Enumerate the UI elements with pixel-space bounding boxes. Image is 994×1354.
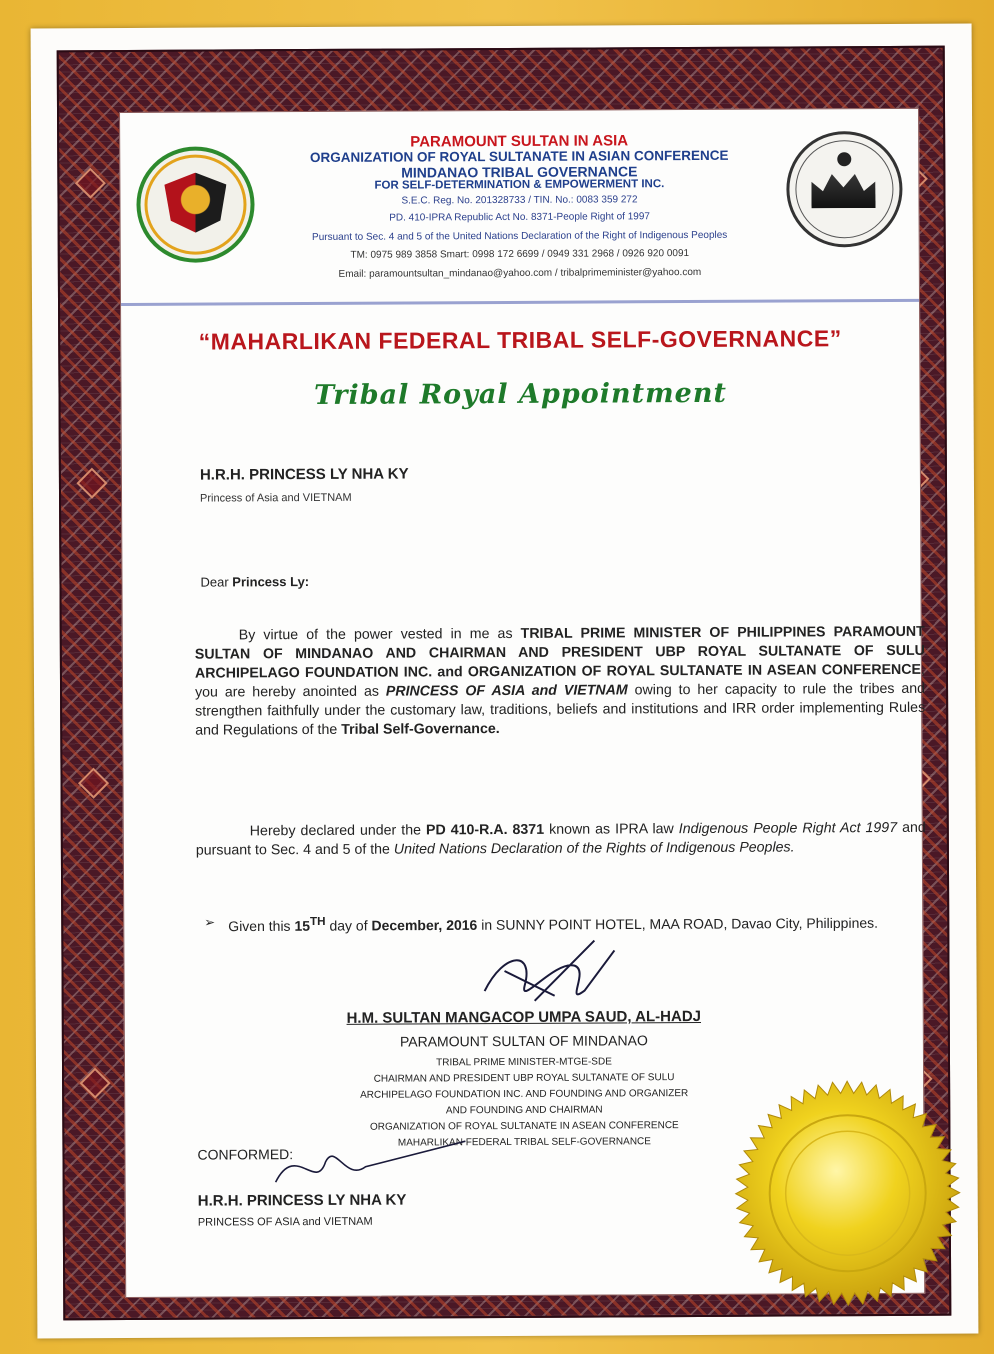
border-motif xyxy=(75,168,106,199)
signatory-title: PARAMOUNT SULTAN OF MINDANAO xyxy=(399,1032,648,1050)
signatory-role-line: ORGANIZATION OF ROYAL SULTANATE IN ASEAN CONFERENCE xyxy=(369,1120,679,1133)
org-name-line: PARAMOUNT SULTAN IN ASIA xyxy=(410,132,629,151)
given-day: 15 xyxy=(294,917,311,934)
text-span: owing to her capacity to rule the tribes and strengthen faithfully under the customary law, traditions, beliefs and institutions and IRR order implementing Rules and Regulations of the xyxy=(195,680,926,739)
day-suffix: TH xyxy=(309,914,326,929)
border-motif xyxy=(80,1068,111,1099)
salutation-name: Princess Ly: xyxy=(232,574,310,590)
governance-term: Tribal Self-Governance. xyxy=(341,721,500,738)
un-declaration-name: United Nations Declaration of the Rights of Indigenous Peoples. xyxy=(393,839,795,858)
law-reference: PD 410-R.A. 8371 xyxy=(425,821,545,839)
org-governance-line: MINDANAO TRIBAL GOVERNANCE xyxy=(401,163,638,181)
text-span: day of xyxy=(325,917,372,934)
signatory-role-line: TRIBAL PRIME MINISTER-MTGE-SDE xyxy=(436,1056,612,1069)
letterhead xyxy=(120,109,919,306)
document-subtitle: Tribal Royal Appointment xyxy=(313,377,727,411)
border-motif xyxy=(76,468,107,499)
border-motif xyxy=(78,768,109,799)
signatory-role-line: MAHARLIKAN FEDERAL TRIBAL SELF-GOVERNANCE xyxy=(397,1136,651,1149)
document-title: “MAHARLIKAN FEDERAL TRIBAL SELF-GOVERNANCE” xyxy=(198,325,842,355)
act-name: Indigenous People Right Act 1997 xyxy=(678,819,898,838)
signatory-role-line: CHAIRMAN AND PRESIDENT UBP ROYAL SULTANATE OF SULU xyxy=(373,1072,675,1085)
certificate-paper xyxy=(31,24,979,1339)
signatory-role-line: AND FOUNDING AND CHAIRMAN xyxy=(445,1104,603,1117)
salutation-prefix: Dear xyxy=(200,574,233,590)
gold-foil-seal-icon xyxy=(733,1079,962,1308)
text-span: in SUNNY POINT HOTEL, MAA ROAD, Davao City, Philippines. xyxy=(477,914,879,933)
text-span: , you are hereby anointed as xyxy=(195,661,925,701)
org-mission-line: FOR SELF-DETERMINATION & EMPOWERMENT INC. xyxy=(374,178,665,192)
certificate-body xyxy=(119,108,925,1298)
email-line: Email: paramountsultan_mindanao@yahoo.com / tribalprimeminister@yahoo.com xyxy=(338,266,702,280)
given-date: December, 2016 xyxy=(371,916,478,934)
conformed-name: H.R.H. PRINCESS LY NHA KY xyxy=(197,1191,407,1210)
text-span: Given this xyxy=(228,917,295,935)
law-reference-line: PD. 410-IPRA Republic Act No. 8371-People Right of 1997 xyxy=(389,211,650,224)
conformed-label: CONFORMED: xyxy=(197,1146,294,1163)
text-span: Hereby declared under the xyxy=(249,822,427,840)
org-conference-line: ORGANIZATION OF ROYAL SULTANATE IN ASIAN CONFERENCE xyxy=(309,147,729,166)
text-span: known as IPRA law xyxy=(544,821,679,838)
text-span: and pursuant to Sec. 4 and 5 of the xyxy=(195,819,926,859)
recipient-name: H.R.H. PRINCESS LY NHA KY xyxy=(199,465,409,484)
un-declaration-line: Pursuant to Sec. 4 and 5 of the United Nations Declaration of the Right of Indigenous Peoples xyxy=(312,229,728,244)
decorative-border xyxy=(57,46,952,1321)
arrow-bullet-icon: ➢ xyxy=(204,914,216,930)
recipient-title: Princess of Asia and VIETNAM xyxy=(200,491,352,505)
appointed-title: PRINCESS OF ASIA and VIETNAM xyxy=(385,682,628,700)
signatory-name: H.M. SULTAN MANGACOP UMPA SAUD, AL-HADJ xyxy=(346,1007,702,1027)
salutation xyxy=(200,574,309,590)
conformed-title: PRINCESS OF ASIA and VIETNAM xyxy=(197,1215,373,1229)
appointment-paragraph xyxy=(195,623,926,741)
text-span: By virtue of the power vested in me as xyxy=(238,625,521,644)
signatory-role-line: ARCHIPELAGO FOUNDATION INC. AND FOUNDING AND ORGANIZER xyxy=(360,1088,689,1101)
declaration-paragraph xyxy=(196,819,926,861)
registration-line: S.E.C. Reg. No. 201328733 / TIN. No.: 0083 359 272 xyxy=(401,194,638,207)
phone-line: TM: 0975 989 3858 Smart: 0998 172 6699 / 0949 331 2968 / 0926 920 0091 xyxy=(350,248,690,261)
appointing-authority: TRIBAL PRIME MINISTER OF PHILIPPINES PARAMOUNT SULTAN OF MINDANAO AND CHAIRMAN AND PRESIDENT UBP ROYAL SULTANATE OF SULU ARCHIPELAGO FOUNDATION INC. and ORGANIZATION OF ROYAL SULTANATE IN ASEAN CONFERENCE xyxy=(194,623,925,682)
